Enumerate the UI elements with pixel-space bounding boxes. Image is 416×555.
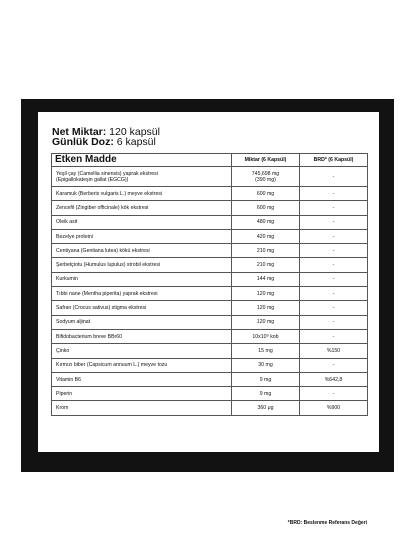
ingredient-amount bbox=[232, 387, 300, 401]
ingredient-amount-text: 420 mg bbox=[256, 233, 275, 240]
table-row bbox=[52, 372, 368, 386]
ingredient-amount-text: 15 mg bbox=[258, 347, 273, 354]
ingredient-rda bbox=[300, 258, 368, 272]
ingredient-amount bbox=[232, 329, 300, 343]
ingredient-name bbox=[52, 187, 232, 201]
ingredient-name bbox=[52, 401, 232, 415]
ingredient-amount-text: 120 mg bbox=[256, 319, 275, 326]
ingredient-amount bbox=[232, 201, 300, 215]
ingredient-amount-text: 10x10⁹ kob bbox=[252, 333, 279, 340]
ingredient-rda bbox=[300, 329, 368, 343]
ingredient-rda bbox=[300, 387, 368, 401]
ingredient-name-text: Centiyana (Gentiana lutea) kökü ekstresi bbox=[56, 247, 150, 254]
table-row bbox=[52, 344, 368, 358]
ingredient-name-text: Tıbbi nane (Mentha piperita) yaprak ekstresi bbox=[56, 290, 158, 297]
table-row bbox=[52, 358, 368, 372]
ingredient-rda-text: - bbox=[332, 319, 335, 326]
daily-dose-label: Günlük Doz: bbox=[52, 136, 114, 148]
ingredient-rda bbox=[300, 215, 368, 229]
ingredient-name-text: Oleik asit bbox=[56, 219, 78, 226]
ingredient-rda bbox=[300, 244, 368, 258]
ingredient-amount-text: 600 mg bbox=[256, 204, 275, 211]
ingredient-rda-text: - bbox=[332, 290, 335, 297]
ingredient-rda bbox=[300, 315, 368, 329]
ingredient-rda bbox=[300, 344, 368, 358]
table-row bbox=[52, 301, 368, 315]
table-row bbox=[52, 272, 368, 286]
ingredient-name bbox=[52, 272, 232, 286]
ingredient-rda bbox=[300, 301, 368, 315]
ingredient-name-subtext: (Epigallokateşin gallat (EGCG)) bbox=[56, 176, 129, 183]
ingredient-name bbox=[52, 167, 232, 187]
ingredient-name bbox=[52, 244, 232, 258]
ingredient-amount-text: 30 mg bbox=[258, 362, 273, 369]
ingredient-amount-text: 360 μg bbox=[257, 405, 274, 412]
ingredient-rda-text: - bbox=[332, 233, 335, 240]
ingredient-amount bbox=[232, 258, 300, 272]
ingredient-name bbox=[52, 287, 232, 301]
ingredient-amount bbox=[232, 301, 300, 315]
ingredient-rda-text: - bbox=[332, 190, 335, 197]
ingredient-amount bbox=[232, 229, 300, 243]
table-row bbox=[52, 201, 368, 215]
ingredient-name bbox=[52, 215, 232, 229]
ingredient-rda-text: - bbox=[332, 390, 335, 397]
ingredient-rda-text: - bbox=[332, 173, 335, 180]
ingredient-amount bbox=[232, 167, 300, 187]
table-row bbox=[52, 387, 368, 401]
ingredient-rda bbox=[300, 287, 368, 301]
table-row bbox=[52, 244, 368, 258]
ingredient-rda-text: %642,8 bbox=[324, 376, 343, 383]
ingredient-amount-text: 480 mg bbox=[256, 219, 275, 226]
daily-dose-value: 6 kapsül bbox=[113, 136, 156, 148]
ingredient-name-text: Şerbetçiotu (Humulus lupulus) strobil ekstresi bbox=[56, 262, 161, 269]
ingredient-amount-text: 745,698 mg bbox=[251, 170, 280, 177]
ingredient-amount bbox=[232, 187, 300, 201]
ingredient-amount bbox=[232, 372, 300, 386]
net-amount-value: 120 kapsül bbox=[106, 126, 160, 138]
ingredient-rda bbox=[300, 167, 368, 187]
ingredient-amount-text: 9 mg bbox=[259, 376, 272, 383]
ingredient-rda bbox=[300, 229, 368, 243]
ingredient-name bbox=[52, 387, 232, 401]
ingredient-name bbox=[52, 344, 232, 358]
daily-dose-line bbox=[52, 137, 156, 148]
ingredient-rda bbox=[300, 201, 368, 215]
ingredient-name bbox=[52, 329, 232, 343]
ingredient-rda-text: %150 bbox=[326, 347, 341, 354]
ingredient-rda-text: - bbox=[332, 262, 335, 269]
table-row bbox=[52, 401, 368, 415]
column-header-amount: Miktar (6 Kapsül) bbox=[232, 154, 300, 167]
ingredient-amount-text: 600 mg bbox=[256, 190, 275, 197]
rda-footnote: *BRD: Beslenme Referans Değeri bbox=[287, 520, 367, 526]
ingredient-name-text: Zencefil (Zingiber officinale) kök ekstresi bbox=[56, 204, 149, 211]
ingredient-amount bbox=[232, 315, 300, 329]
ingredient-name-text: Çinko bbox=[56, 347, 70, 354]
ingredient-rda bbox=[300, 372, 368, 386]
table-row bbox=[52, 315, 368, 329]
net-amount-label: Net Miktar: bbox=[52, 126, 107, 138]
ingredient-name bbox=[52, 301, 232, 315]
column-header-rda: BRD* (6 Kapsül) bbox=[300, 154, 368, 167]
ingredient-name-text: Sodyum aljinat bbox=[56, 319, 91, 326]
ingredient-name bbox=[52, 229, 232, 243]
ingredient-name-text: Kurkumin bbox=[56, 276, 78, 283]
ingredient-amount bbox=[232, 272, 300, 286]
ingredient-rda bbox=[300, 358, 368, 372]
table-row bbox=[52, 229, 368, 243]
table-row bbox=[52, 287, 368, 301]
ingredient-rda-text: - bbox=[332, 204, 335, 211]
table-row bbox=[52, 167, 368, 187]
ingredient-name-text: Krom bbox=[56, 405, 69, 412]
ingredient-name-text: Karamuk (Berberis vulgaris L.) meyve ekstresi bbox=[56, 190, 163, 197]
ingredient-amount-text: 120 mg bbox=[256, 290, 275, 297]
ingredient-amount-text: 210 mg bbox=[256, 247, 275, 254]
ingredient-amount bbox=[232, 401, 300, 415]
ingredient-rda-text: - bbox=[332, 305, 335, 312]
supplement-facts-panel bbox=[38, 112, 379, 526]
ingredient-name-text: Piperin bbox=[56, 390, 73, 397]
table-row bbox=[52, 187, 368, 201]
ingredient-rda-text: %900 bbox=[326, 405, 341, 412]
ingredient-name-text: Vitamin B6 bbox=[56, 376, 81, 383]
ingredient-amount bbox=[232, 287, 300, 301]
ingredient-amount-text: 9 mg bbox=[259, 390, 272, 397]
ingredient-rda bbox=[300, 187, 368, 201]
ingredient-amount bbox=[232, 358, 300, 372]
ingredient-name-text: Bezelye proteini bbox=[56, 233, 93, 240]
ingredient-amount bbox=[232, 344, 300, 358]
ingredient-amount-subtext: (390 mg) bbox=[255, 176, 276, 183]
ingredient-name bbox=[52, 372, 232, 386]
ingredient-name-text: Safran (Crocus sativus) stigma ekstresi bbox=[56, 305, 147, 312]
ingredient-rda-text: - bbox=[332, 219, 335, 226]
ingredient-rda-text: - bbox=[332, 333, 335, 340]
table-header-row bbox=[52, 154, 368, 167]
column-header-ingredient: Etken Madde bbox=[52, 154, 232, 167]
ingredient-amount-text: 210 mg bbox=[256, 262, 275, 269]
ingredient-rda bbox=[300, 272, 368, 286]
ingredient-rda-text: - bbox=[332, 276, 335, 283]
ingredients-table bbox=[51, 153, 368, 416]
ingredient-rda-text: - bbox=[332, 247, 335, 254]
ingredient-amount bbox=[232, 244, 300, 258]
ingredient-name-text: Bifidobacterium breve BBr60 bbox=[56, 333, 123, 340]
ingredient-name bbox=[52, 315, 232, 329]
ingredient-name bbox=[52, 358, 232, 372]
ingredient-amount bbox=[232, 215, 300, 229]
ingredient-name bbox=[52, 258, 232, 272]
ingredient-amount-text: 144 mg bbox=[256, 276, 275, 283]
ingredient-name-text: Yeşil çay (Camellia sinensis) yaprak ekstresi bbox=[56, 170, 158, 177]
table-row bbox=[52, 329, 368, 343]
table-row bbox=[52, 258, 368, 272]
ingredient-rda bbox=[300, 401, 368, 415]
ingredient-amount-text: 120 mg bbox=[256, 305, 275, 312]
ingredient-rda-text: - bbox=[332, 362, 335, 369]
ingredient-name bbox=[52, 201, 232, 215]
ingredient-name-text: Kırmızı biber (Capsicum annuum L.) meyve tozu bbox=[56, 362, 168, 369]
table-row bbox=[52, 215, 368, 229]
